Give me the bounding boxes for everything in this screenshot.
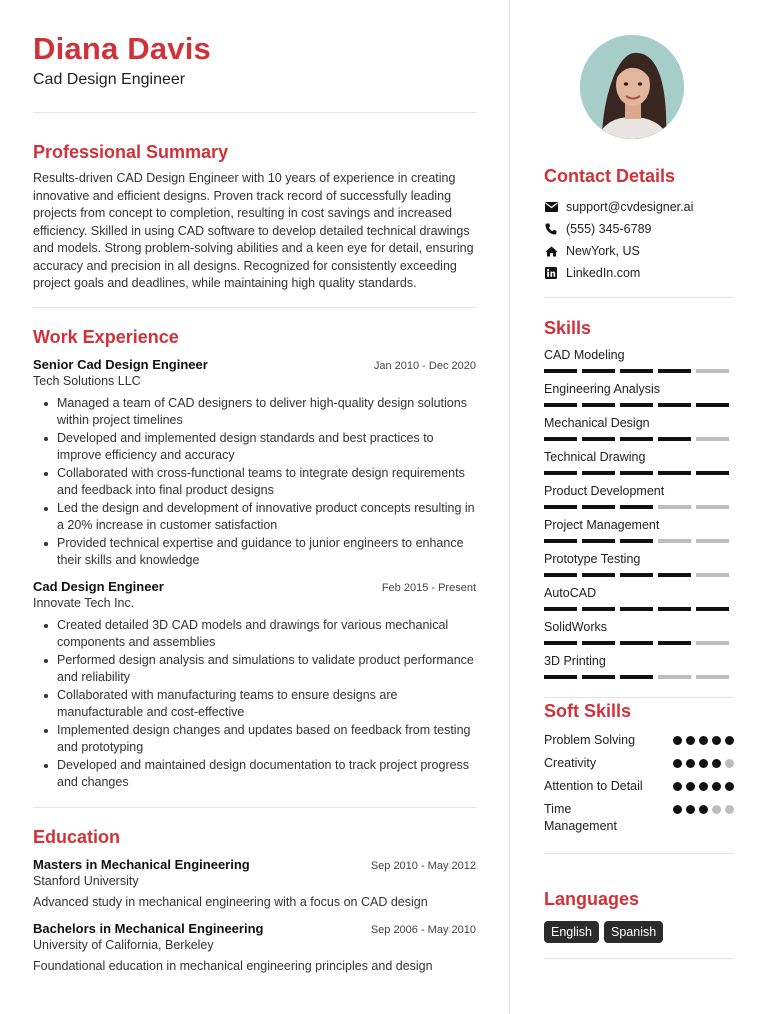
summary-section <box>33 141 476 293</box>
job-title: Cad Design Engineer <box>33 578 164 594</box>
soft-skill-rating <box>669 759 734 768</box>
candidate-title: Cad Design Engineer <box>33 71 186 88</box>
skill-segment-filled <box>582 607 615 611</box>
skill-item <box>544 415 734 441</box>
skill-segment-filled <box>544 505 577 509</box>
contact-linkedin-text: LinkedIn.com <box>566 266 641 280</box>
job-company: Tech Solutions LLC <box>33 373 141 388</box>
skill-segment-filled <box>582 505 615 509</box>
rating-dot-filled <box>686 759 695 768</box>
header-divider <box>33 112 476 113</box>
skill-name: SolidWorks <box>544 620 607 634</box>
soft-skill-name: Time Management <box>544 802 617 833</box>
skill-segment-filled <box>544 369 577 373</box>
job-date: Jan 2010 - Dec 2020 <box>373 359 476 372</box>
skill-level-bar <box>544 539 734 543</box>
skill-segment-filled <box>582 573 615 577</box>
education-entry <box>33 856 476 911</box>
skill-segment-filled <box>620 573 653 577</box>
skill-name: Product Development <box>544 484 665 498</box>
skill-item <box>544 517 734 543</box>
skill-segment-empty <box>658 505 691 509</box>
skill-segment-filled <box>658 369 691 373</box>
skill-item <box>544 585 734 611</box>
soft-skill-name: Creativity <box>544 756 597 770</box>
skill-level-bar <box>544 437 734 441</box>
soft-skill-name: Problem Solving <box>544 733 636 747</box>
rating-dot-filled <box>673 759 682 768</box>
soft-skill-rating <box>669 805 734 814</box>
skill-level-bar <box>544 505 734 509</box>
skill-segment-filled <box>658 403 691 407</box>
contact-email-text: support@cvdesigner.ai <box>566 200 694 214</box>
summary-heading: Professional Summary <box>33 142 229 162</box>
skill-segment-empty <box>696 505 729 509</box>
skill-segment-filled <box>544 607 577 611</box>
soft-skills-list <box>544 732 734 835</box>
language-tag: Spanish <box>604 921 663 943</box>
profile-photo <box>580 35 684 139</box>
skill-segment-empty <box>696 641 729 645</box>
rating-dot-filled <box>699 759 708 768</box>
skill-segment-filled <box>544 573 577 577</box>
skill-segment-filled <box>658 607 691 611</box>
contact-phone-text: (555) 345-6789 <box>566 222 652 236</box>
skill-level-bar <box>544 607 734 611</box>
list-item: Provided technical expertise and guidance to junior engineers to enhance their skills and knowledge <box>33 535 476 570</box>
skill-segment-filled <box>620 403 653 407</box>
education-date: Sep 2010 - May 2012 <box>370 859 476 872</box>
skill-segment-filled <box>620 505 653 509</box>
rating-dot-empty <box>712 805 721 814</box>
experience-section <box>33 326 476 792</box>
skill-segment-filled <box>658 437 691 441</box>
main-column <box>33 30 476 975</box>
skill-item <box>544 483 734 509</box>
skills-list <box>544 347 734 679</box>
skill-name: Mechanical Design <box>544 416 650 430</box>
skill-segment-filled <box>620 641 653 645</box>
skill-item <box>544 449 734 475</box>
list-item: Implemented design changes and updates based on feedback from testing and prototyping <box>33 722 476 757</box>
skill-segment-empty <box>696 369 729 373</box>
job-bullets <box>33 395 476 570</box>
skill-name: AutoCAD <box>544 586 597 600</box>
languages-section <box>544 888 734 959</box>
school-name: Stanford University <box>33 873 139 888</box>
degree-title: Masters in Mechanical Engineering <box>33 856 250 872</box>
skill-name: 3D Printing <box>544 654 606 668</box>
skill-segment-empty <box>696 675 729 679</box>
education-heading: Education <box>33 826 121 847</box>
section-divider <box>544 697 734 698</box>
skill-segment-filled <box>582 675 615 679</box>
list-item: Led the design and development of innovative product concepts resulting in a 20% increase in customer satisfaction <box>33 500 476 535</box>
rating-dot-filled <box>699 736 708 745</box>
skill-item <box>544 551 734 577</box>
soft-skill-item <box>544 732 734 749</box>
skill-segment-filled <box>696 471 729 475</box>
skill-segment-filled <box>658 573 691 577</box>
skill-segment-filled <box>582 369 615 373</box>
job-company: Innovate Tech Inc. <box>33 595 135 610</box>
job-entry <box>33 578 476 792</box>
skill-segment-filled <box>544 437 577 441</box>
section-divider <box>544 853 734 854</box>
list-item: Developed and maintained design documentation to track project progress and changes <box>33 757 476 792</box>
skill-name: CAD Modeling <box>544 348 625 362</box>
skill-item <box>544 347 734 373</box>
job-bullets <box>33 617 476 792</box>
school-name: University of California, Berkeley <box>33 937 214 952</box>
skill-segment-filled <box>582 403 615 407</box>
soft-skills-section <box>544 700 734 854</box>
soft-skill-name: Attention to Detail <box>544 779 643 793</box>
list-item: Performed design analysis and simulations to validate product performance and reliability <box>33 652 476 687</box>
soft-skill-item <box>544 801 734 835</box>
rating-dot-filled <box>712 782 721 791</box>
skill-segment-filled <box>582 437 615 441</box>
contact-location-text: NewYork, US <box>566 244 640 258</box>
skill-name: Prototype Testing <box>544 552 641 566</box>
skills-section <box>544 317 734 698</box>
skill-level-bar <box>544 369 734 373</box>
section-divider <box>544 958 734 959</box>
column-divider <box>509 0 510 1014</box>
skill-level-bar <box>544 471 734 475</box>
skills-heading: Skills <box>544 318 592 338</box>
education-section <box>33 826 476 975</box>
rating-dot-filled <box>725 782 734 791</box>
skill-segment-filled <box>582 539 615 543</box>
contact-heading: Contact Details <box>544 166 676 186</box>
section-divider <box>544 297 734 298</box>
skill-segment-filled <box>658 471 691 475</box>
phone-icon <box>544 222 558 236</box>
soft-skill-rating <box>669 736 734 745</box>
rating-dot-filled <box>712 759 721 768</box>
skill-segment-empty <box>696 573 729 577</box>
skill-level-bar <box>544 573 734 577</box>
section-divider <box>33 807 476 808</box>
skill-item <box>544 619 734 645</box>
rating-dot-empty <box>725 805 734 814</box>
education-description: Advanced study in mechanical engineering with a focus on CAD design <box>33 894 428 909</box>
skill-segment-filled <box>544 403 577 407</box>
education-date: Sep 2006 - May 2010 <box>370 923 476 936</box>
home-icon <box>544 244 558 258</box>
skill-name: Engineering Analysis <box>544 382 661 396</box>
rating-dot-filled <box>699 805 708 814</box>
skill-segment-filled <box>544 675 577 679</box>
skill-segment-filled <box>544 471 577 475</box>
rating-dot-filled <box>686 805 695 814</box>
skill-segment-filled <box>620 369 653 373</box>
rating-dot-empty <box>725 759 734 768</box>
rating-dot-filled <box>673 782 682 791</box>
skill-segment-filled <box>620 675 653 679</box>
soft-skill-item <box>544 755 734 772</box>
skill-segment-filled <box>620 471 653 475</box>
languages-list <box>544 921 734 943</box>
contact-phone[interactable] <box>544 218 734 240</box>
list-item: Collaborated with cross-functional teams to integrate design requirements and feedback into final product designs <box>33 465 476 500</box>
contact-email[interactable] <box>544 196 734 218</box>
skill-segment-filled <box>582 471 615 475</box>
contact-linkedin[interactable] <box>544 262 734 284</box>
candidate-name: Diana Davis <box>33 31 211 66</box>
skill-item <box>544 653 734 679</box>
list-item: Developed and implemented design standards and best practices to improve efficiency and accuracy <box>33 430 476 465</box>
list-item: Collaborated with manufacturing teams to ensure designs are manufacturable and cost-effective <box>33 687 476 722</box>
skill-segment-empty <box>696 539 729 543</box>
contact-location <box>544 240 734 262</box>
linkedin-icon <box>544 266 558 280</box>
experience-heading: Work Experience <box>33 326 179 347</box>
summary-text: Results-driven CAD Design Engineer with 10 years of experience in creating innovative and efficient designs. Proven track record of successfully leading projects from concept to completion, resulting in cost savings and increased efficiency. Skilled in using CAD software to develop detailed technical drawings and models. Strong problem-solving abilities and a keen eye for detail, ensuring accuracy and precision in all designs. Recognized for consistently exceeding project goals and deadlines, while maintaining high quality standards. <box>33 171 474 290</box>
soft-skill-rating <box>669 782 734 791</box>
rating-dot-filled <box>686 782 695 791</box>
skill-segment-filled <box>544 641 577 645</box>
skill-segment-filled <box>582 641 615 645</box>
skill-level-bar <box>544 403 734 407</box>
soft-skills-heading: Soft Skills <box>544 701 632 721</box>
skill-name: Project Management <box>544 518 660 532</box>
skill-segment-filled <box>544 539 577 543</box>
skill-segment-filled <box>620 607 653 611</box>
skill-segment-filled <box>620 539 653 543</box>
list-item: Managed a team of CAD designers to deliver high-quality design solutions within project timelines <box>33 395 476 430</box>
skill-segment-empty <box>658 539 691 543</box>
language-tag: English <box>544 921 599 943</box>
rating-dot-filled <box>699 782 708 791</box>
skill-segment-filled <box>658 641 691 645</box>
skill-segment-filled <box>696 607 729 611</box>
degree-title: Bachelors in Mechanical Engineering <box>33 920 264 936</box>
skill-level-bar <box>544 675 734 679</box>
skill-segment-filled <box>696 403 729 407</box>
education-description: Foundational education in mechanical engineering principles and design <box>33 958 433 973</box>
languages-heading: Languages <box>544 889 640 909</box>
list-item: Created detailed 3D CAD models and drawings for various mechanical components and assemblies <box>33 617 476 652</box>
soft-skill-item <box>544 778 734 795</box>
skill-item <box>544 381 734 407</box>
rating-dot-filled <box>686 736 695 745</box>
section-divider <box>33 307 476 308</box>
envelope-icon <box>544 200 558 214</box>
rating-dot-filled <box>712 736 721 745</box>
rating-dot-filled <box>673 736 682 745</box>
skill-name: Technical Drawing <box>544 450 646 464</box>
contact-section <box>544 165 734 298</box>
skill-level-bar <box>544 641 734 645</box>
rating-dot-filled <box>673 805 682 814</box>
skill-segment-filled <box>620 437 653 441</box>
skill-segment-empty <box>696 437 729 441</box>
job-title: Senior Cad Design Engineer <box>33 356 208 372</box>
education-entry <box>33 920 476 975</box>
job-date: Feb 2015 - Present <box>381 581 476 594</box>
rating-dot-filled <box>725 736 734 745</box>
job-entry <box>33 356 476 570</box>
skill-segment-empty <box>658 675 691 679</box>
